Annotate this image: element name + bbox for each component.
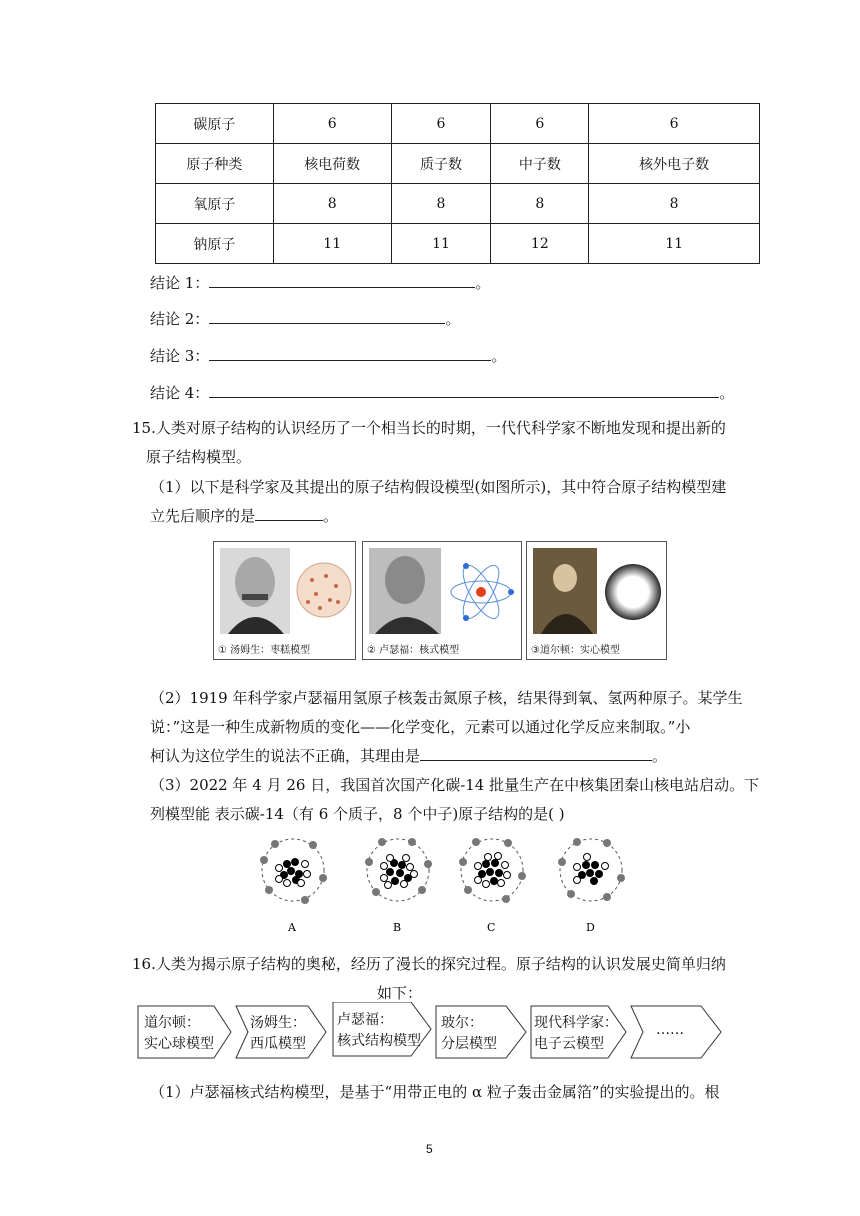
table-header-cell: 中子数 (491, 144, 589, 184)
option-b-atom-diagram[interactable] (365, 838, 432, 901)
flow-step-dalton (138, 1006, 231, 1058)
table-row (156, 104, 760, 144)
table-cell: 8 (589, 184, 760, 224)
answer-blank[interactable] (209, 383, 719, 398)
table-cell: 11 (391, 224, 491, 264)
svg-text:电子云模型: 电子云模型 (534, 1036, 604, 1052)
option-a-atom-diagram[interactable] (260, 839, 327, 904)
table-cell: 钠原子 (156, 224, 274, 264)
solid-sphere-model-icon (605, 564, 661, 620)
atom-model-options (255, 824, 635, 936)
svg-text:实心球模型: 实心球模型 (144, 1036, 214, 1052)
q15-text: 15.人类对原子结构的认识经历了一个相当长的时期，一代代科学家不断地发现和提出新的 原子结构模型。 (132, 419, 726, 466)
table-cell: 6 (273, 104, 391, 144)
option-c-label: C (487, 921, 496, 934)
table-row (156, 224, 760, 264)
svg-text:道尔顿：: 道尔顿： (144, 1015, 200, 1031)
svg-text:西瓜模型: 西瓜模型 (250, 1036, 306, 1052)
table-cell: 12 (491, 224, 589, 264)
table-cell: 8 (391, 184, 491, 224)
svg-text:卢瑟福：: 卢瑟福： (337, 1012, 393, 1028)
dalton-panel: ③道尔顿：实心模型 (526, 541, 667, 660)
q15-part3: （3）2022 年 4 月 26 日，我国首次国产化碳-14 批量生产在中核集团秦山核电站启动。下 列模型能 表示碳-14（有 6 个质子，8 个中子)原子结构的是( ) (150, 776, 760, 823)
table-cell: 8 (273, 184, 391, 224)
option-c-atom-diagram[interactable] (459, 838, 526, 903)
table-cell: 8 (491, 184, 589, 224)
q16-part1: （1）卢瑟福核式结构模型，是基于“用带正电的 α 粒子轰击金属箔”的实验提出的。根 (150, 1083, 720, 1101)
table-cell: 6 (491, 104, 589, 144)
svg-text:……: …… (656, 1022, 684, 1038)
table-cell: 氧原子 (156, 184, 274, 224)
nuclear-model-icon (451, 561, 514, 624)
option-d-label: D (586, 921, 595, 934)
option-b-label: B (393, 921, 402, 934)
answer-blank[interactable] (255, 506, 323, 521)
q15-part2: （2）1919 年科学家卢瑟福用氢原子核轰击氮原子核，结果得到氧、氢两种原子。某学生 说：”这是一种生成新物质的变化——化学变化，元素可以通过化学反应来制取。”小 柯认为这位学生的说法不正确，其理由是 。 (150, 689, 743, 765)
flow-step-rutherford (333, 1002, 431, 1056)
rutherford-panel: ② 卢瑟福：核式模型 (362, 541, 522, 660)
answer-blank[interactable] (209, 346, 491, 361)
answer-blank[interactable] (209, 309, 445, 324)
table-header-row (156, 144, 760, 184)
svg-text:核式结构模型: 核式结构模型 (337, 1033, 421, 1049)
svg-text:汤姆生：: 汤姆生： (250, 1015, 306, 1031)
conclusion-3: 结论 3： 。 (150, 347, 507, 365)
conclusion-2: 结论 2： 。 (150, 310, 461, 328)
q16-text: 16.人类为揭示原子结构的奥秘，经历了漫长的探究过程。原子结构的认识发展史简单归纳 如下： (132, 955, 726, 1002)
table-header-cell: 核外电子数 (589, 144, 760, 184)
plum-pudding-model-icon (297, 563, 351, 617)
conclusion-4: 结论 4： 。 (150, 384, 735, 402)
dalton-portrait-image (527, 542, 666, 642)
thomson-portrait-image (214, 542, 355, 642)
conclusion-1: 结论 1： 。 (150, 274, 491, 292)
table-cell: 11 (273, 224, 391, 264)
flow-step-thomson (236, 1006, 326, 1058)
rutherford-portrait-image (363, 542, 521, 642)
atomic-model-history-flow (136, 1002, 726, 1064)
table-header-cell: 核电荷数 (273, 144, 391, 184)
thomson-panel: ① 汤姆生：枣糕模型 (213, 541, 356, 660)
table-cell: 6 (589, 104, 760, 144)
flow-step-bohr (436, 1006, 526, 1058)
flow-step-modern (531, 1006, 626, 1058)
atom-data-table (155, 103, 760, 264)
answer-blank[interactable] (420, 746, 652, 761)
q15-part1: （1）以下是科学家及其提出的原子结构假设模型(如图所示)，其中符合原子结构模型建 立先后顺序的是 。 (150, 478, 727, 525)
table-cell: 6 (391, 104, 491, 144)
answer-blank[interactable] (209, 273, 475, 288)
table-cell: 11 (589, 224, 760, 264)
table-header-cell: 质子数 (391, 144, 491, 184)
table-row (156, 184, 760, 224)
option-a-label: A (288, 921, 296, 934)
table-header-cell: 原子种类 (156, 144, 274, 184)
option-d-atom-diagram[interactable] (558, 838, 625, 901)
flow-step-ellipsis (631, 1006, 721, 1058)
table-cell: 碳原子 (156, 104, 274, 144)
svg-text:玻尔：: 玻尔： (441, 1015, 483, 1031)
svg-text:分层模型: 分层模型 (441, 1036, 497, 1052)
page-number: 5 (426, 1142, 433, 1156)
svg-text:现代科学家：: 现代科学家： (534, 1015, 618, 1031)
